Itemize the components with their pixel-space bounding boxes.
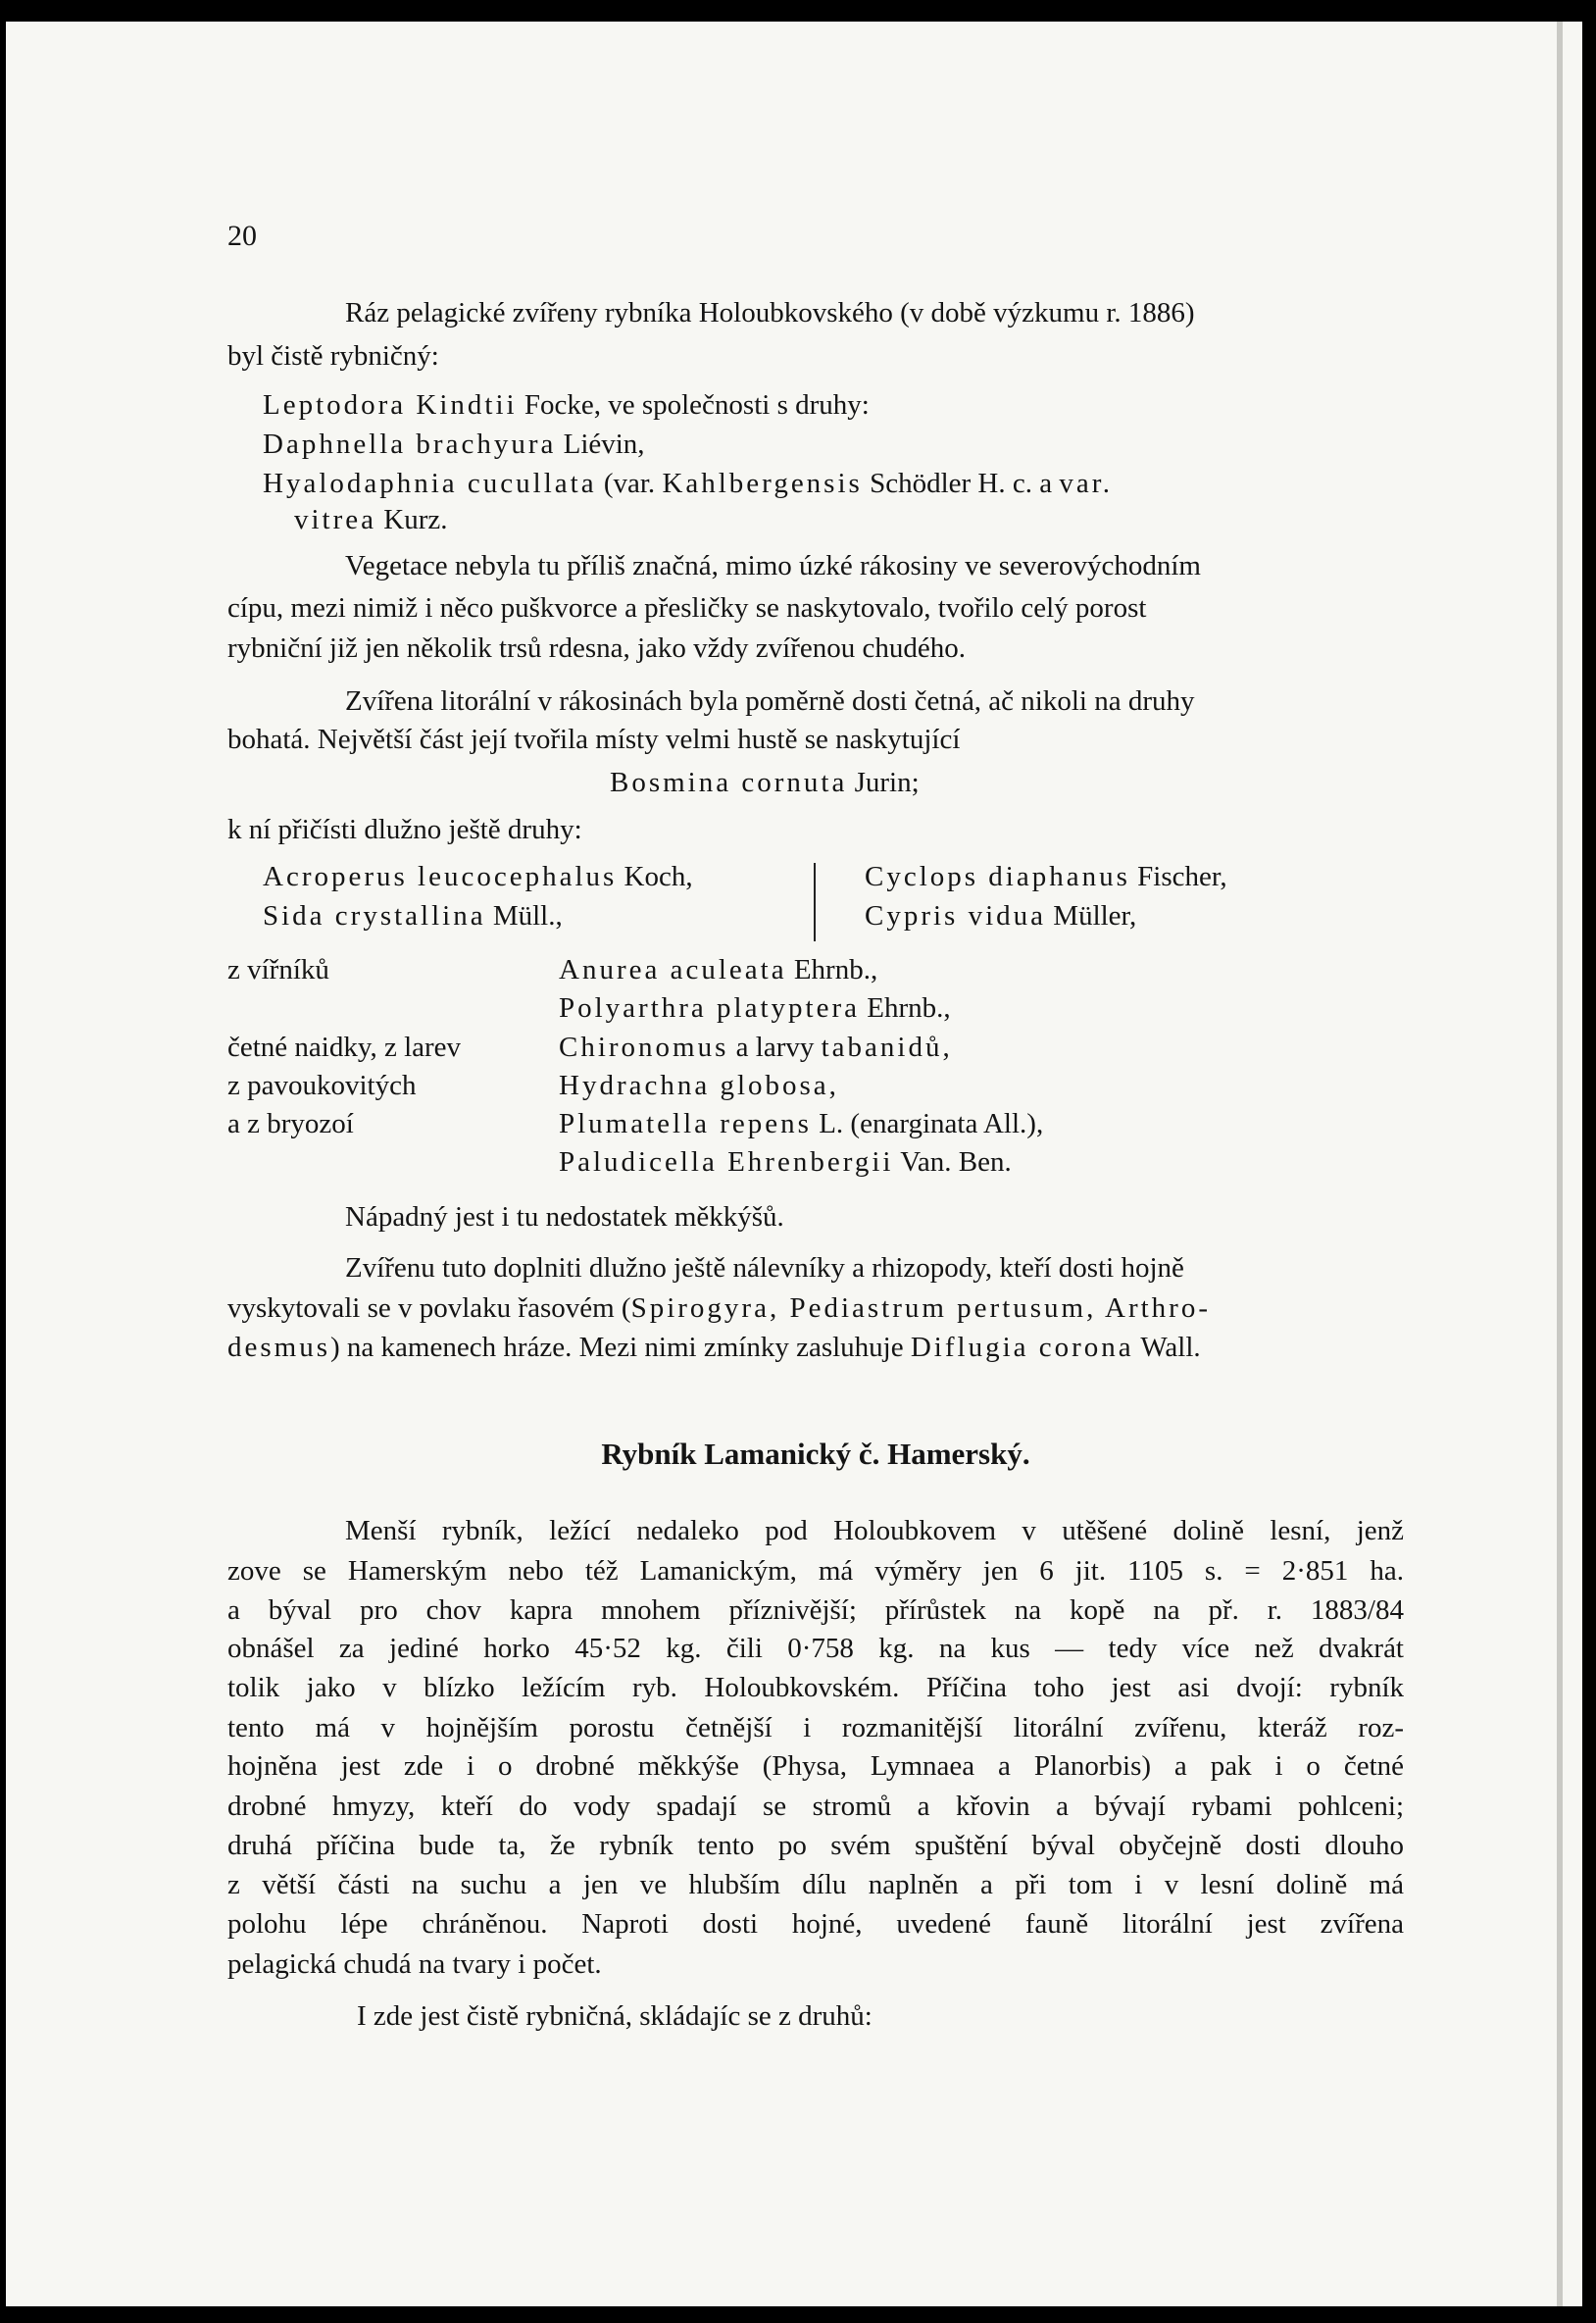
- p4-line-0: [345, 1252, 1184, 1285]
- species-name: Paludicella Ehrenbergii: [559, 1146, 894, 1178]
- species-name: Plumatella repens: [559, 1108, 812, 1139]
- text-segment: vyskytovali se v povlaku řasovém (: [227, 1292, 631, 1324]
- species-name: Leptodora Kindtii: [263, 389, 518, 421]
- bosmina-line: [610, 767, 920, 799]
- p5-line: druhá příčina bude ta, že rybník tento po svém spuštění býval obyčejně dosti dlouho: [227, 1830, 1404, 1861]
- species-name: desmus: [227, 1332, 330, 1363]
- species-name: Spirogyra, Pediastrum pertusum, Arthro-: [630, 1292, 1211, 1324]
- species-name: Bosmina cornuta: [610, 767, 848, 798]
- species-name: Hydrachna globosa,: [559, 1070, 839, 1101]
- species-name: vitrea: [294, 504, 377, 535]
- p5-line: hojněna jest zde i o drobné měkkýše (Physa, Lymnaea a Planorbis) a pak i o četné: [227, 1750, 1404, 1782]
- species-name: tabanidů,: [821, 1032, 953, 1063]
- text-segment: Kurz.: [376, 504, 448, 535]
- group-label-2: z pavoukovitých: [227, 1070, 417, 1101]
- species-name: Kahlbergensis: [662, 468, 863, 499]
- text-segment: Koch,: [617, 861, 693, 892]
- two-col-right-1: [865, 900, 1136, 933]
- species-name: Cypris vidua: [865, 900, 1047, 932]
- text-segment: a larvy: [728, 1032, 822, 1063]
- text-segment: L. (enarginata All.),: [811, 1108, 1044, 1139]
- list1-line-0: [263, 389, 870, 422]
- species-name: Diflugia corona: [910, 1332, 1134, 1363]
- p2-line-0: Vegetace nebyla tu příliš značná, mimo úzké rákosiny ve severovýchodním: [345, 550, 1201, 581]
- p5-line: a býval pro chov kapra mnohem příznivější; přírůstek na kopě na př. r. 1883/84: [227, 1594, 1404, 1626]
- p5-line: zove se Hamerským nebo též Lamanickým, má výměry jen 6 jit. 1105 s. = 2·851 ha.: [227, 1555, 1404, 1587]
- group-0-line-0: [559, 954, 877, 986]
- text-segment: Müll.,: [485, 900, 563, 932]
- text-segment: Ehrnb.,: [860, 992, 951, 1024]
- text-segment: Schödler H. c. a: [862, 468, 1060, 499]
- group-label-0: z vířníků: [227, 954, 329, 985]
- species-name: Cyclops diaphanus: [865, 861, 1130, 892]
- text-segment: Zvířenu tuto doplniti dlužno ještě nálevníky a rhizopody, kteří dosti hojně: [345, 1252, 1184, 1284]
- p3-line-1: bohatá. Největší část její tvořila místy velmi hustě se naskytující: [227, 724, 961, 755]
- species-name: Hyalodaphnia cucullata: [263, 468, 597, 499]
- text-segment: Müller,: [1046, 900, 1137, 932]
- p5-line: Menší rybník, ležící nedaleko pod Holoubkovem v utěšené dolině lesní, jenž: [345, 1515, 1404, 1546]
- page-edge-shadow: [1557, 22, 1563, 2306]
- text-segment: ) na kamenech hráze. Mezi nimi zmínky zasluhuje: [330, 1332, 911, 1363]
- group-3-line-0: [559, 1108, 1043, 1140]
- species-name: Anurea aculeata: [559, 954, 787, 985]
- list1-line-1: [263, 429, 645, 461]
- p5-line: drobné hmyzy, kteří do vody spadají se stromů a křovin a bývají rybami pohlceni;: [227, 1791, 1404, 1822]
- group-0-line-1: [559, 992, 951, 1025]
- species-name: Chironomus: [559, 1032, 729, 1063]
- p5-line: tento má v hojnějším porostu četnější i rozmanitější litorální zvířenu, kteráž roz-: [227, 1712, 1404, 1743]
- p1-line-1: byl čistě rybničný:: [227, 340, 439, 372]
- text-segment: Jurin;: [847, 767, 920, 798]
- p5-line: obnášel za jediné horko 45·52 kg. čili 0·758 kg. na kus — tedy více než dvakrát: [227, 1633, 1404, 1664]
- page-number: 20: [227, 220, 257, 252]
- p1-line-0: Ráz pelagické zvířeny rybníka Holoubkovského (v době výzkumu r. 1886): [345, 297, 1195, 328]
- text-segment: (var.: [596, 468, 663, 499]
- p2-line-2: rybniční již jen několik trsů rdesna, jako vždy zvířenou chudého.: [227, 632, 966, 664]
- p5-line: tolik jako v blízko ležícím ryb. Holoubkovském. Příčina toho jest asi dvojí: rybník: [227, 1672, 1404, 1703]
- group-2-line-0: [559, 1070, 839, 1102]
- k-ni-line: k ní přičísti dlužno ještě druhy:: [227, 814, 582, 845]
- p2-line-1: cípu, mezi nimiž i něco puškvorce a přesličky se naskytovalo, tvořilo celý porost: [227, 592, 1147, 624]
- text-segment: Ehrnb.,: [786, 954, 878, 985]
- two-col-left-0: [263, 861, 693, 893]
- text-segment: Fischer,: [1129, 861, 1227, 892]
- species-name: Acroperus leucocephalus: [263, 861, 618, 892]
- group-label-1: četné naidky, z larev: [227, 1032, 462, 1063]
- column-divider: [814, 863, 816, 941]
- group-3-line-1: [559, 1146, 1012, 1179]
- p6-line: I zde jest čistě rybničná, skládajíc se z druhů:: [357, 2000, 873, 2032]
- section-heading: Rybník Lamanický č. Hamerský.: [601, 1437, 1030, 1471]
- text-segment: Van. Ben.: [893, 1146, 1012, 1178]
- group-1-line-0: [559, 1032, 953, 1064]
- two-col-left-1: [263, 900, 563, 933]
- species-name: Polyarthra platyptera: [559, 992, 860, 1024]
- p3-line-0: Zvířena litorální v rákosinách byla poměrně dosti četná, ač nikoli na druhy: [345, 685, 1195, 717]
- two-col-right-0: [865, 861, 1227, 893]
- p4-line-2: [227, 1332, 1201, 1364]
- species-name: var.: [1059, 468, 1114, 499]
- group-label-3: a z bryozoí: [227, 1108, 354, 1139]
- p5-line: z větší části na suchu a jen ve hlubším dílu naplněn a při tom i v lesní dolině má: [227, 1869, 1404, 1900]
- napadny-line: Nápadný jest i tu nedostatek měkkýšů.: [345, 1201, 784, 1233]
- list1-line-3: [294, 504, 448, 536]
- p4-line-1: [227, 1292, 1211, 1325]
- p5-line: pelagická chudá na tvary i počet.: [227, 1948, 602, 1980]
- species-name: Sida crystallina: [263, 900, 486, 932]
- list1-line-2: [263, 468, 1113, 500]
- species-name: Daphnella brachyura: [263, 429, 557, 460]
- text-segment: Focke, ve společnosti s druhy:: [517, 389, 870, 421]
- text-segment: Wall.: [1133, 1332, 1201, 1363]
- text-segment: Liévin,: [556, 429, 645, 460]
- p5-line: polohu lépe chráněnou. Naproti dosti hojné, uvedené fauně litorální jest zvířena: [227, 1908, 1404, 1940]
